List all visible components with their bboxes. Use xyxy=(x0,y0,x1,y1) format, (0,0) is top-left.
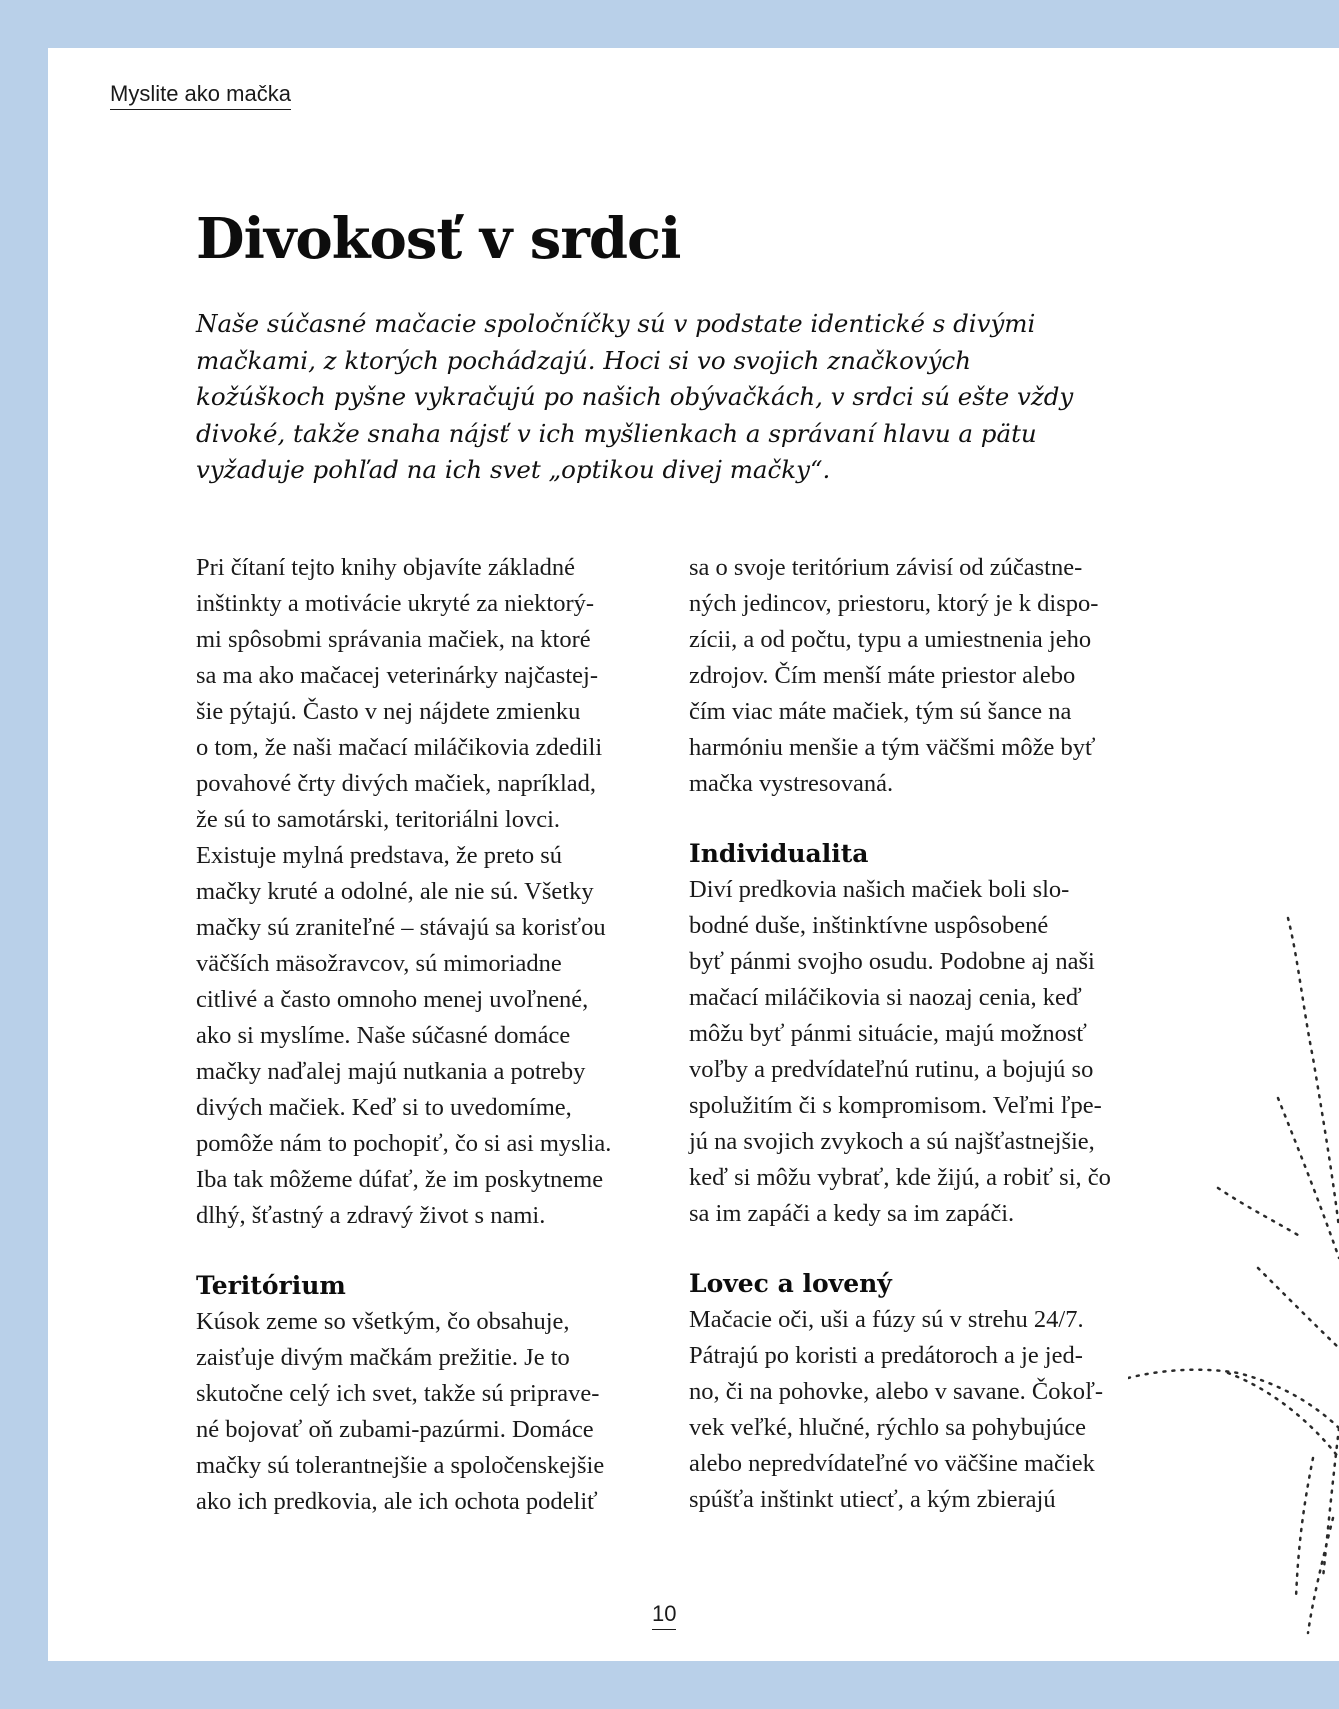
text-line: inštinkty a motivácie ukryté za niektorý- xyxy=(196,590,595,617)
text-line: Iba tak môžeme dúfať, že im poskytneme xyxy=(196,1166,604,1193)
text-line: vek veľké, hlučné, rýchlo sa pohybujúce xyxy=(689,1414,1087,1441)
territory-paragraph xyxy=(196,1304,666,1520)
text-line: povahové črty divých mačiek, napríklad, xyxy=(196,770,597,797)
text-line: zdrojov. Čím menší máte priestor alebo xyxy=(689,662,1076,689)
text-line: mi spôsobmi správania mačiek, na ktoré xyxy=(196,626,591,653)
text-line: ako ich predkovia, ale ich ochota podeliť xyxy=(196,1488,598,1515)
intro-paragraph xyxy=(196,550,666,1234)
text-line: Pátrajú po koristi a predátoroch a je jed- xyxy=(689,1342,1083,1369)
text-line: čím viac máte mačiek, tým sú šance na xyxy=(689,698,1072,725)
page-number: 10 xyxy=(652,1601,676,1630)
text-line: mačky kruté a odolné, ale nie sú. Všetky xyxy=(196,878,594,905)
section-heading-individuality: Individualita xyxy=(689,839,869,868)
text-line: môžu byť pánmi situácie, majú možnosť xyxy=(689,1020,1087,1047)
section-heading-hunter: Lovec a lovený xyxy=(689,1269,892,1298)
individuality-paragraph xyxy=(689,872,1159,1232)
text-line: keď si môžu vybrať, kde žijú, a robiť si, čo xyxy=(689,1164,1111,1191)
section-heading-territory: Teritórium xyxy=(196,1271,346,1300)
running-head: Myslite ako mačka xyxy=(110,81,291,110)
territory-continued-paragraph xyxy=(689,550,1159,802)
text-line: mačací miláčikovia si naozaj cenia, keď xyxy=(689,984,1082,1011)
text-line: šie pýtajú. Často v nej nájdete zmienku xyxy=(196,698,581,725)
book-page xyxy=(48,48,1339,1661)
text-line: mačky naďalej majú nutkania a potreby xyxy=(196,1058,586,1085)
text-line: ných jedincov, priestoru, ktorý je k dispo- xyxy=(689,590,1099,617)
text-line: zícii, a od počtu, typu a umiestnenia jeho xyxy=(689,626,1092,653)
text-line: Diví predkovia našich mačiek boli slo- xyxy=(689,876,1070,903)
lead-line: mačkami, z ktorých pochádzajú. Hoci si vo svojich značkových xyxy=(196,345,972,375)
right-column xyxy=(689,550,1159,1518)
text-line: spúšťa inštinkt utiecť, a kým zbierajú xyxy=(689,1486,1056,1513)
lead-line: Naše súčasné mačacie spoločníčky sú v podstate identické s divými xyxy=(196,309,1036,338)
text-line: o tom, že naši mačací miláčikovia zdedili xyxy=(196,734,603,761)
text-line: sa ma ako mačacej veterinárky najčastej- xyxy=(196,662,598,689)
text-line: Mačacie oči, uši a fúzy sú v strehu 24/7. xyxy=(689,1306,1084,1333)
text-line: skutočne celý ich svet, takže sú priprave- xyxy=(196,1380,600,1407)
text-line: né bojovať oň zubami-pazúrmi. Domáce xyxy=(196,1416,594,1443)
text-line: byť pánmi svojho osudu. Podobne aj naši xyxy=(689,948,1095,975)
text-line: mačky sú zraniteľné – stávajú sa korisťou xyxy=(196,914,606,941)
text-line: Pri čítaní tejto knihy objavíte základné xyxy=(196,554,575,581)
text-line: no, či na pohovke, alebo v savane. Čokoľ- xyxy=(689,1378,1104,1405)
text-line: mačky sú tolerantnejšie a spoločenskejšie xyxy=(196,1452,605,1479)
text-line: alebo nepredvídateľné vo väčšine mačiek xyxy=(689,1450,1095,1477)
text-line: ako si myslíme. Naše súčasné domáce xyxy=(196,1022,571,1049)
lead-paragraph xyxy=(196,306,1136,489)
lead-line: kožúškoch pyšne vykračujú po našich obývačkách, v srdci sú ešte vždy xyxy=(196,382,1074,411)
text-line: spolužitím či s kompromisom. Veľmi ľpe- xyxy=(689,1092,1102,1119)
text-line: divých mačiek. Keď si to uvedomíme, xyxy=(196,1094,572,1121)
lead-line: divoké, takže snaha nájsť v ich myšlienkach a správaní hlavu a pätu xyxy=(196,418,1037,448)
text-line: jú na svojich zvykoch a sú najšťastnejšie, xyxy=(689,1128,1095,1155)
whisker-ornament-icon xyxy=(1128,898,1339,1638)
text-line: voľby a predvídateľnú rutinu, a bojujú so xyxy=(689,1056,1094,1083)
text-line: citlivé a často omnoho menej uvoľnené, xyxy=(196,986,589,1013)
text-line: harmóniu menšie a tým väčšmi môže byť xyxy=(689,734,1096,761)
hunter-paragraph xyxy=(689,1302,1159,1518)
left-column xyxy=(196,550,666,1520)
chapter-title: Divokosť v srdci xyxy=(196,206,681,272)
text-line: dlhý, šťastný a zdravý život s nami. xyxy=(196,1202,546,1229)
text-line: Kúsok zeme so všetkým, čo obsahuje, xyxy=(196,1308,570,1335)
text-line: bodné duše, inštinktívne uspôsobené xyxy=(689,912,1049,939)
text-line: pomôže nám to pochopiť, čo si asi myslia. xyxy=(196,1130,612,1157)
text-line: Existuje mylná predstava, že preto sú xyxy=(196,842,563,869)
text-line: mačka vystresovaná. xyxy=(689,770,894,797)
text-line: že sú to samotárski, teritoriálni lovci. xyxy=(196,806,561,833)
text-line: sa im zapáči a kedy sa im zapáči. xyxy=(689,1200,1015,1227)
text-line: zaisťuje divým mačkám prežitie. Je to xyxy=(196,1344,570,1371)
text-line: sa o svoje teritórium závisí od zúčastne- xyxy=(689,554,1083,581)
text-line: väčších mäsožravcov, sú mimoriadne xyxy=(196,950,562,977)
lead-line: vyžaduje pohľad na ich svet „optikou divej mačky“. xyxy=(196,455,831,484)
